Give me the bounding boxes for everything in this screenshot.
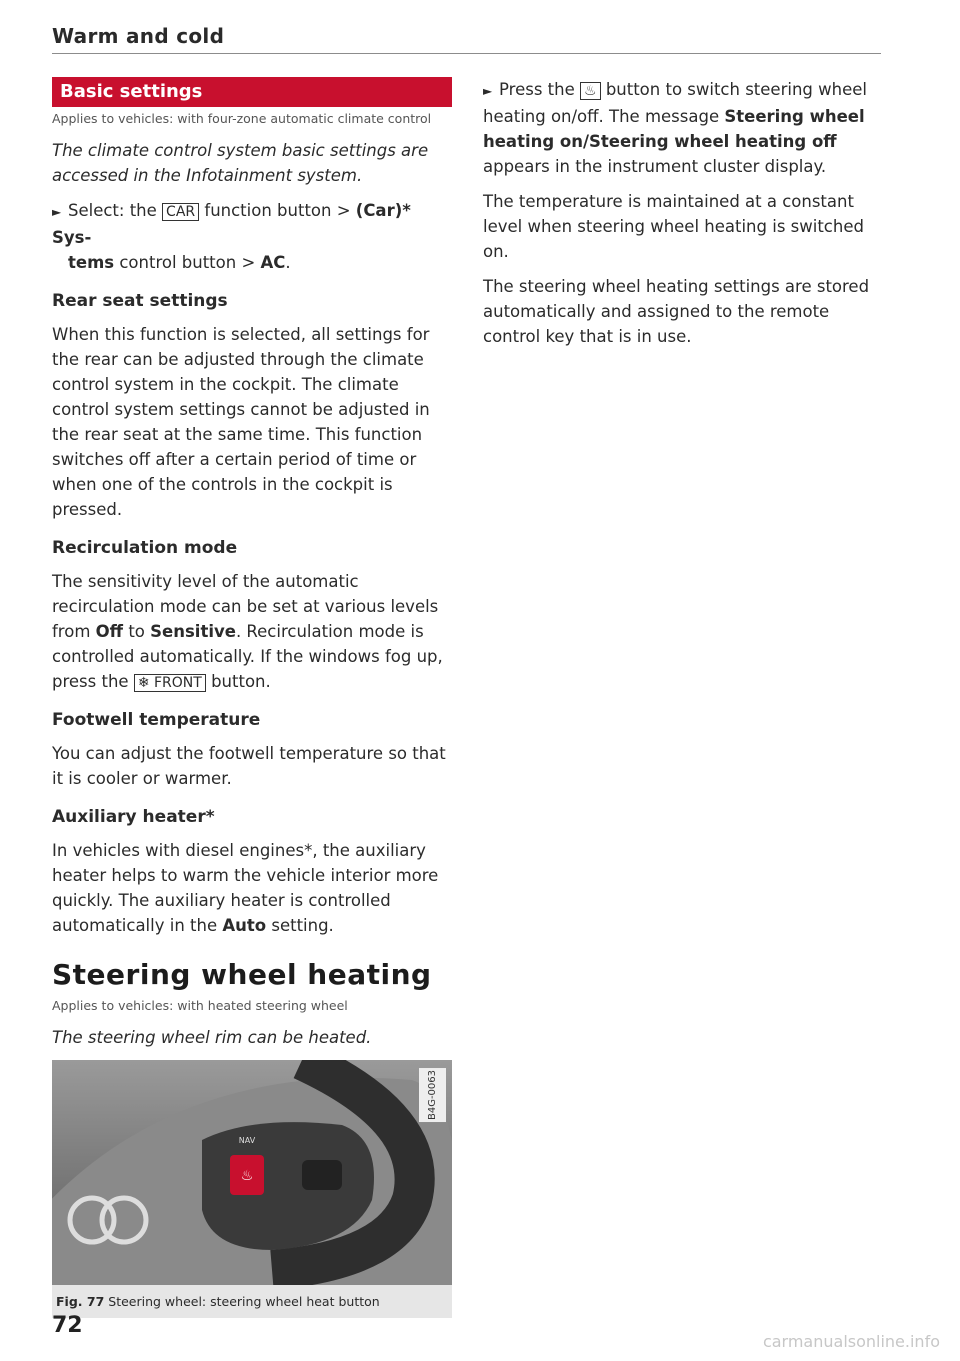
temperature-text: The temperature is maintained at a constant level when steering wheel heating is switched on.	[483, 192, 864, 261]
page-number: 72	[52, 1313, 83, 1338]
auto-label: Auto	[222, 916, 267, 935]
recirculation-heading: Recirculation mode	[52, 538, 238, 558]
step-text: Press the	[499, 80, 575, 99]
steering-intro: The steering wheel rim can be heated.	[52, 1028, 372, 1047]
auxiliary-heater-text	[52, 838, 452, 938]
aux-text: In vehicles with diesel engines*, the auxiliary heater helps to warm the vehicle interior more quickly. The auxiliary heater is controlled automatically in the	[52, 841, 439, 935]
car-key-label: CAR	[162, 203, 199, 221]
step-text: control button >	[119, 253, 256, 272]
footwell-heading: Footwell temperature	[52, 710, 261, 730]
step-text: .	[285, 253, 291, 272]
basic-settings-banner: Basic settings	[52, 77, 452, 107]
message-separator: /	[583, 132, 590, 151]
svg-text:♨: ♨	[240, 1168, 254, 1184]
left-column	[52, 77, 452, 1318]
rear-seat-heading: Rear seat settings	[52, 291, 228, 311]
recirc-text: button.	[211, 672, 271, 691]
auxiliary-heater-heading: Auxiliary heater*	[52, 807, 215, 827]
recirc-text: The sensitivity level of the automatic recirculation mode can be set at various levels from	[52, 572, 439, 641]
step-text: Select: the	[68, 201, 157, 220]
heating-off-message: Steering wheel heating off	[589, 132, 837, 151]
stored-settings-text: The steering wheel heating settings are stored automatically and assigned to the remote control key that is in use.	[483, 277, 870, 346]
step-text: button to switch steering wheel heating on/off. The message	[483, 80, 867, 126]
step-text: function button >	[204, 201, 351, 220]
figure-caption-text: Steering wheel: steering wheel heat button	[108, 1294, 380, 1309]
figure-label: Fig. 77	[56, 1294, 105, 1309]
heating-on-message: Steering wheel heating on	[483, 107, 865, 151]
press-step	[483, 77, 883, 179]
heat-key-icon: ♨	[580, 82, 601, 100]
watermark: carmanualsonline.info	[762, 1332, 940, 1351]
figure-caption	[52, 1285, 452, 1318]
steering-applies-note: Applies to vehicles: with heated steering wheel	[52, 998, 348, 1013]
step-text: appears in the instrument cluster display.	[483, 157, 827, 176]
footwell-text: You can adjust the footwell temperature so that it is cooler or warmer.	[52, 744, 446, 788]
section-header: Warm and cold	[52, 24, 225, 48]
recirc-text: . Recirculation mode is controlled automatically. If the windows fog up, press the	[52, 622, 443, 691]
sensitive-label: Sensitive	[150, 622, 236, 641]
off-label: Off	[95, 622, 124, 641]
figure-code: B4G-0063	[419, 1068, 446, 1122]
steering-wheel-heating-heading: Steering wheel heating	[52, 958, 432, 991]
steering-wheel-figure	[52, 1060, 452, 1285]
car-label: (Car)*	[355, 201, 411, 220]
front-defrost-key-label: ❄ FRONT	[134, 674, 206, 692]
header-rule	[52, 53, 881, 54]
select-step	[52, 198, 452, 275]
applies-to-note: Applies to vehicles: with four-zone automatic climate control	[52, 111, 432, 126]
systems-label-part1: Sys-	[52, 228, 92, 247]
step-arrow-icon: ►	[52, 205, 62, 219]
right-column	[483, 77, 883, 359]
step-arrow-icon: ►	[483, 84, 493, 98]
nav-label: NAV	[238, 1136, 256, 1145]
aux-text: setting.	[271, 916, 334, 935]
ac-label: AC	[260, 253, 286, 272]
basic-settings-intro: The climate control system basic settings are accessed in the Infotainment system.	[52, 141, 429, 185]
recirc-text: to	[128, 622, 145, 641]
recirculation-text	[52, 569, 452, 694]
steering-wheel-illustration	[52, 1060, 452, 1285]
systems-label-part2: tems	[68, 253, 115, 272]
rear-seat-text: When this function is selected, all settings for the rear can be adjusted through the climate control system in the cockpit. The climate control system settings cannot be adjusted in the rear seat at the same time. This function switches off after a certain period of time or when one of the controls in the cockpit is pressed.	[52, 325, 430, 519]
